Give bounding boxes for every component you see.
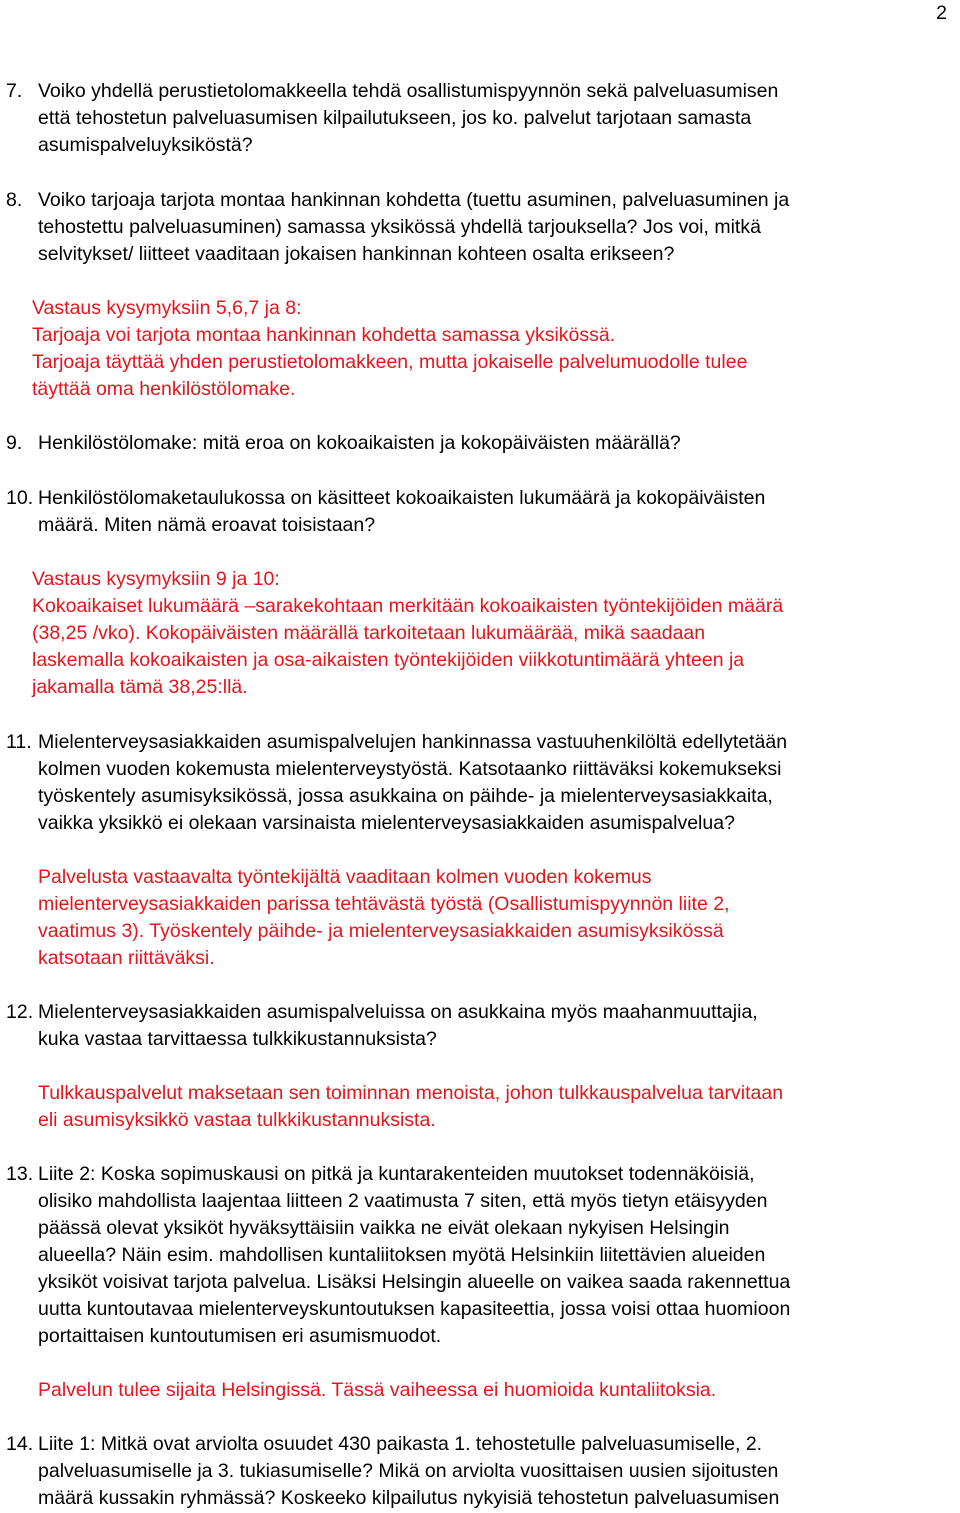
question-12 bbox=[0, 999, 960, 1053]
answer-line: Palvelun tulee sijaita Helsingissä. Tässä vaiheessa ei huomioida kuntaliitoksia. bbox=[38, 1379, 717, 1401]
question-line: Liite 2: Koska sopimuskausi on pitkä ja kuntarakenteiden muutokset todennäköisiä, bbox=[38, 1163, 755, 1185]
question-line: kuka vastaa tarvittaessa tulkkikustannuksista? bbox=[38, 1028, 437, 1050]
question-line: portaittaisen kuntoutumisen eri asumismuodot. bbox=[38, 1325, 442, 1347]
answer-line: Kokoaikaiset lukumäärä –sarakekohtaan merkitään kokoaikaisten työntekijöiden määrä bbox=[32, 595, 784, 617]
answer-13 bbox=[0, 1377, 960, 1404]
answer-line: Palvelusta vastaavalta työntekijältä vaaditaan kolmen vuoden kokemus bbox=[38, 866, 652, 888]
question-line: uutta kuntoutavaa mielenterveyskuntoutuksen kapasiteettia, jossa voisi ottaa huomioon bbox=[38, 1298, 791, 1320]
question-line: olisiko mahdollista laajentaa liitteen 2 vaatimusta 7 siten, että myös tietyn etäisyyden bbox=[38, 1190, 768, 1212]
question-line: Voiko yhdellä perustietolomakkeella tehdä osallistumispyynnön sekä palveluasumisen bbox=[38, 80, 779, 102]
answer-line: Tarjoaja voi tarjota montaa hankinnan kohdetta samassa yksikössä. bbox=[32, 324, 616, 346]
question-number: 12. bbox=[6, 1001, 34, 1023]
question-8 bbox=[0, 187, 960, 268]
question-line: Mielenterveysasiakkaiden asumispalveluissa on asukkaina myös maahanmuuttajia, bbox=[38, 1001, 758, 1023]
question-number: 10. bbox=[6, 487, 34, 509]
question-line: asumispalveluyksiköstä? bbox=[38, 134, 253, 156]
answer-line: eli asumisyksikkö vastaa tulkkikustannuksista. bbox=[38, 1109, 436, 1131]
question-number: 14. bbox=[6, 1433, 34, 1455]
question-14 bbox=[0, 1431, 960, 1512]
question-10 bbox=[0, 485, 960, 539]
question-number: 8. bbox=[6, 189, 23, 211]
question-line: palveluasumiselle ja 3. tukiasumiselle? Mikä on arviolta vuosittaisen uusien sijoitusten bbox=[38, 1460, 779, 1482]
answer-12 bbox=[0, 1080, 960, 1134]
answer-9-10 bbox=[0, 566, 960, 701]
answer-line: vaatimus 3). Työskentely päihde- ja mielenterveysasiakkaiden asumisyksikössä bbox=[38, 920, 724, 942]
question-11 bbox=[0, 729, 960, 837]
question-line: selvitykset/ liitteet vaaditaan jokaisen hankinnan kohteen osalta erikseen? bbox=[38, 243, 675, 265]
question-line: Voiko tarjoaja tarjota montaa hankinnan kohdetta (tuettu asuminen, palveluasuminen ja bbox=[38, 189, 790, 211]
answer-line: Tulkkauspalvelut maksetaan sen toiminnan menoista, johon tulkkauspalvelua tarvitaan bbox=[38, 1082, 784, 1104]
answer-line: katsotaan riittäväksi. bbox=[38, 947, 215, 969]
question-line: Henkilöstölomaketaulukossa on käsitteet kokoaikaisten lukumäärä ja kokopäiväisten bbox=[38, 487, 766, 509]
question-line: määrä. Miten nämä eroavat toisistaan? bbox=[38, 514, 376, 536]
answer-line: laskemalla kokoaikaisten ja osa-aikaisten työntekijöiden viikkotuntimäärä yhteen ja bbox=[32, 649, 745, 671]
answer-heading: Vastaus kysymyksiin 5,6,7 ja 8: bbox=[32, 297, 302, 319]
question-line: Mielenterveysasiakkaiden asumispalvelujen hankinnassa vastuuhenkilöltä edellytetään bbox=[38, 731, 788, 753]
answer-line: (38,25 /vko). Kokopäiväisten määrällä tarkoitetaan lukumäärää, mikä saadaan bbox=[32, 622, 706, 644]
answer-line: mielenterveysasiakkaiden parissa tehtävästä työstä (Osallistumispyynnön liite 2, bbox=[38, 893, 730, 915]
answer-line: jakamalla tämä 38,25:llä. bbox=[32, 676, 248, 698]
question-line: kolmen vuoden kokemusta mielenterveystyöstä. Katsotaanko riittäväksi kokemukseksi bbox=[38, 758, 782, 780]
question-line: työskentely asumisyksikössä, jossa asukkaina on päihde- ja mielenterveysasiakkaita, bbox=[38, 785, 773, 807]
question-7 bbox=[0, 78, 960, 159]
question-line: alueella? Näin esim. mahdollisen kuntaliitoksen myötä Helsinkiin liitettävien alueiden bbox=[38, 1244, 766, 1266]
question-number: 9. bbox=[6, 432, 23, 454]
question-number: 13. bbox=[6, 1163, 34, 1185]
question-13 bbox=[0, 1161, 960, 1350]
question-line: päässä olevat yksiköt hyväksyttäisiin vaikka ne eivät olekaan nykyisen Helsingin bbox=[38, 1217, 730, 1239]
answer-line: täyttää oma henkilöstölomake. bbox=[32, 378, 296, 400]
question-number: 7. bbox=[6, 80, 23, 102]
question-line: yksiköt voisivat tarjota palvelua. Lisäksi Helsingin alueelle on vaikea saada rakennettua bbox=[38, 1271, 791, 1293]
answer-heading: Vastaus kysymyksiin 9 ja 10: bbox=[32, 568, 280, 590]
answer-11 bbox=[0, 864, 960, 972]
question-line: että tehostetun palveluasumisen kilpailutukseen, jos ko. palvelut tarjotaan samasta bbox=[38, 107, 752, 129]
page-number: 2 bbox=[936, 2, 947, 24]
question-line: Henkilöstölomake: mitä eroa on kokoaikaisten ja kokopäiväisten määrällä? bbox=[38, 432, 681, 454]
question-line: vaikka yksikkö ei olekaan varsinaista mielenterveysasiakkaiden asumispalvelua? bbox=[38, 812, 735, 834]
question-line: määrä kussakin ryhmässä? Koskeeko kilpailutus nykyisiä tehostetun palveluasumisen bbox=[38, 1487, 780, 1509]
answer-line: Tarjoaja täyttää yhden perustietolomakkeen, mutta jokaiselle palvelumuodolle tulee bbox=[32, 351, 748, 373]
question-number: 11. bbox=[6, 731, 32, 753]
question-line: Liite 1: Mitkä ovat arviolta osuudet 430 paikasta 1. tehostetulle palveluasumiselle, 2. bbox=[38, 1433, 763, 1455]
answer-5-6-7-8 bbox=[0, 295, 960, 403]
question-line: tehostettu palveluasuminen) samassa yksikössä yhdellä tarjouksella? Jos voi, mitkä bbox=[38, 216, 761, 238]
question-9 bbox=[0, 430, 960, 457]
